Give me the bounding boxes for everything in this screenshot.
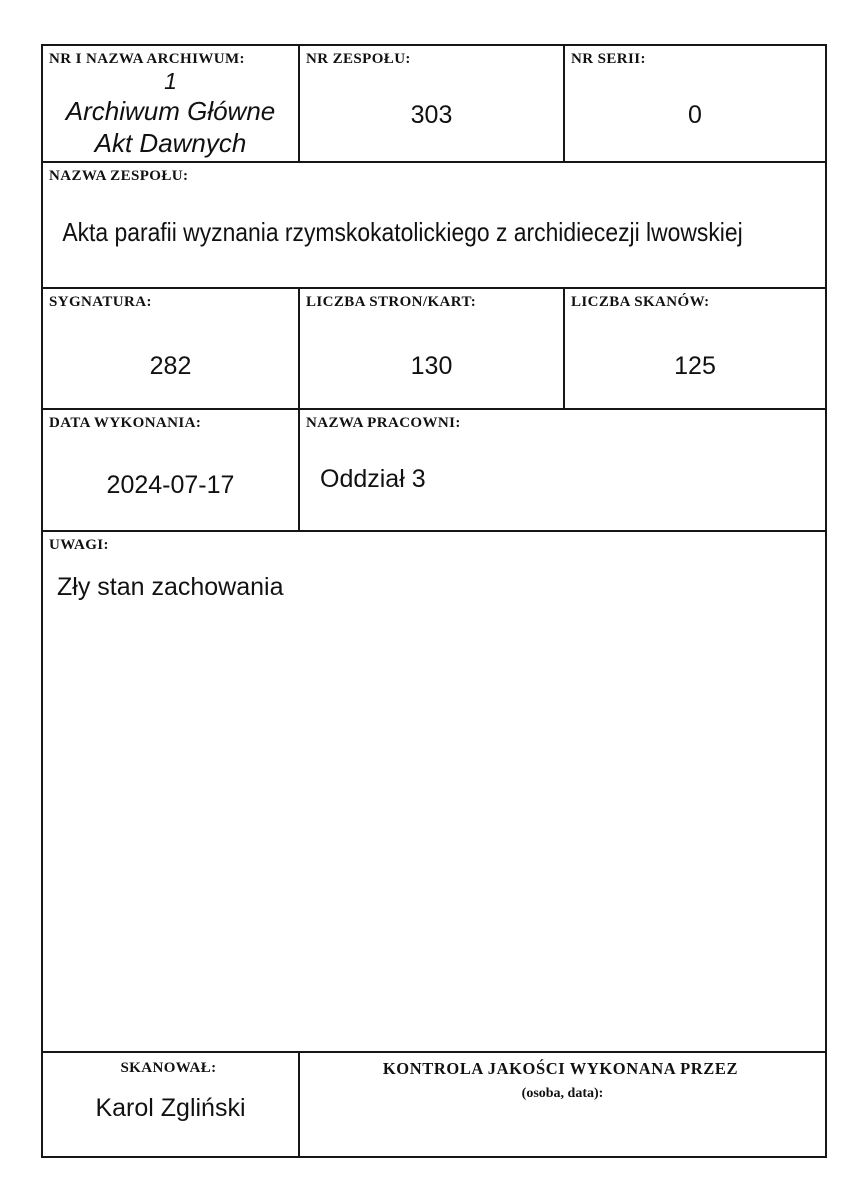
quality-control-sublabel: (osoba, data): bbox=[521, 1086, 604, 1102]
archive-label: NR I NAZWA ARCHIWUM: bbox=[49, 51, 245, 67]
archive-name-line1: Archiwum Główne bbox=[65, 95, 276, 126]
field-archive bbox=[43, 46, 300, 163]
field-signature bbox=[43, 289, 300, 410]
signature-label: SYGNATURA: bbox=[49, 294, 152, 310]
field-remarks bbox=[43, 532, 825, 1053]
scans-count-value: 125 bbox=[674, 351, 716, 380]
series-number-label: NR SERII: bbox=[571, 51, 646, 67]
field-scans-count bbox=[565, 289, 825, 410]
series-number-value: 0 bbox=[688, 100, 702, 129]
field-scan-date bbox=[43, 410, 300, 532]
field-workshop bbox=[300, 410, 825, 532]
field-series-number bbox=[565, 46, 825, 163]
field-fonds-number bbox=[300, 46, 565, 163]
scanned-by-label: SKANOWAŁ: bbox=[120, 1060, 217, 1076]
field-pages-count bbox=[300, 289, 565, 410]
fonds-name-value: Akta parafii wyznania rzymskokatolickiego z archidiecezji lwowskiej bbox=[62, 216, 743, 247]
scan-date-label: DATA WYKONANIA: bbox=[49, 415, 202, 431]
workshop-label: NAZWA PRACOWNI: bbox=[306, 415, 461, 431]
quality-control-label: KONTROLA JAKOŚCI WYKONANA PRZEZ bbox=[382, 1059, 739, 1078]
field-fonds-name bbox=[43, 163, 825, 289]
signature-value: 282 bbox=[149, 351, 192, 380]
pages-count-value: 130 bbox=[410, 351, 453, 380]
field-quality-control bbox=[300, 1053, 825, 1156]
fonds-number-value: 303 bbox=[410, 100, 453, 129]
scans-count-label: LICZBA SKANÓW: bbox=[571, 294, 710, 310]
fonds-number-label: NR ZESPOŁU: bbox=[306, 51, 411, 67]
archive-number: 1 bbox=[164, 67, 177, 94]
scanned-by-value: Karol Zgliński bbox=[95, 1093, 246, 1122]
metadata-table bbox=[41, 44, 827, 1158]
scan-date-value: 2024-07-17 bbox=[106, 470, 235, 499]
remarks-value: Zły stan zachowania bbox=[57, 572, 284, 601]
archive-name-line2: Akt Dawnych bbox=[94, 128, 247, 158]
field-scanned-by bbox=[43, 1053, 300, 1156]
remarks-label: UWAGI: bbox=[49, 537, 109, 553]
workshop-value: Oddział 3 bbox=[320, 464, 426, 493]
fonds-name-label: NAZWA ZESPOŁU: bbox=[49, 168, 189, 184]
pages-count-label: LICZBA STRON/KART: bbox=[306, 294, 477, 310]
